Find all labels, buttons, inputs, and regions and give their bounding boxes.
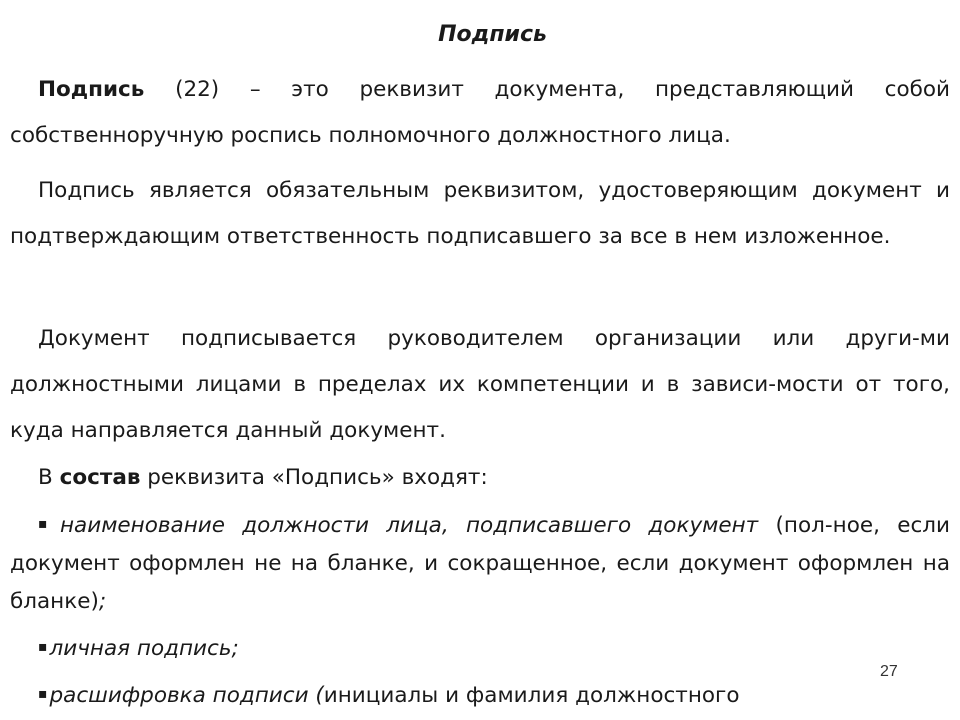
list-item-italic: личная подпись; bbox=[49, 636, 239, 661]
paragraph-mandatory: Подпись является обязательным реквизитом, удостоверяющим документ и подтверждающим ответственность подписавшего за все в нем изложенное. bbox=[10, 178, 950, 249]
square-bullet-icon: ▪ bbox=[38, 639, 48, 655]
definition-text: (22) – это реквизит документа, представляющий собой собственноручную роспись полномочного должностного лица. bbox=[10, 77, 950, 148]
paragraph-who-signs: Документ подписывается руководителем организации или други-ми должностными лицами в пределах их компетенции и в зависи-мости от того, куда направляется данный документ. bbox=[10, 326, 950, 443]
list-item bbox=[10, 505, 950, 621]
square-bullet-icon: ▪ bbox=[38, 686, 48, 702]
list-item bbox=[10, 628, 950, 668]
composition-suffix: реквизита «Подпись» входят: bbox=[140, 465, 488, 490]
list-item-italic: наименование должности лица, подписавшего документ bbox=[60, 513, 759, 538]
list-item-text: инициалы и фамилия должностного bbox=[323, 683, 740, 708]
list-item bbox=[10, 675, 950, 715]
page-number: 27 bbox=[880, 663, 898, 680]
paragraph-definition bbox=[10, 67, 950, 159]
paragraph-composition bbox=[10, 455, 950, 501]
list-item-text: (пол-ное, если документ оформлен не на бланке, и сокращенное, если документ оформлен на бланке) bbox=[10, 513, 951, 614]
list-item-italic: расшифровка подписи ( bbox=[49, 683, 324, 708]
list-item-tail: ; bbox=[98, 589, 107, 614]
square-bullet-icon: ▪ bbox=[38, 516, 58, 532]
term-signature: Подпись bbox=[38, 77, 145, 102]
composition-bold-word: состав bbox=[59, 465, 141, 490]
slide-title: Подпись bbox=[438, 22, 547, 47]
composition-prefix: В bbox=[38, 465, 60, 490]
